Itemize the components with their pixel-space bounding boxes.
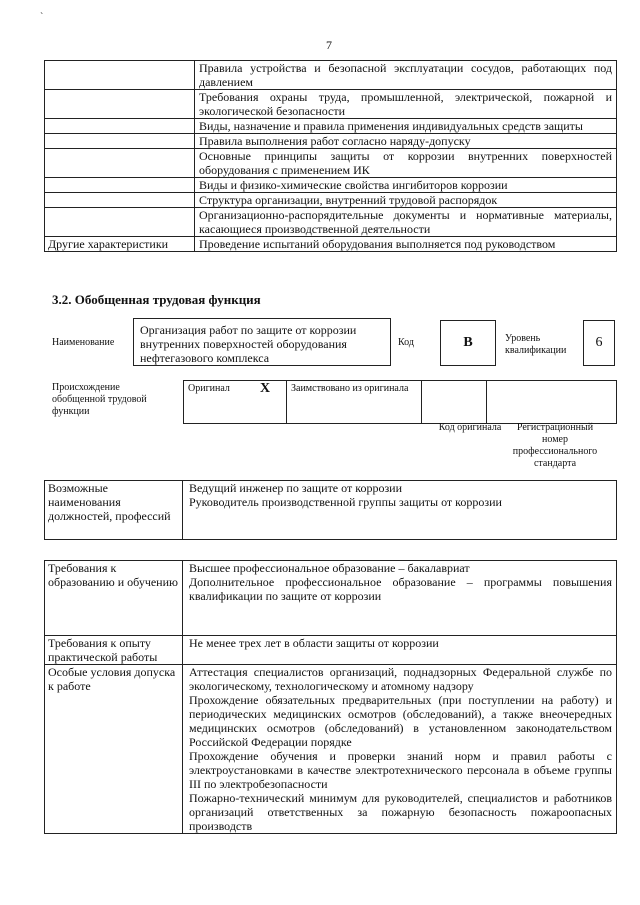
table-row — [45, 149, 617, 178]
row-text: Основные принципы защиты от коррозии внутренних поверхностей оборудования с применением ИК — [195, 149, 617, 178]
requirement-item: Пожарно-технический минимум для руководителей, специалистов и работников организаций ответственных за пожарную безопасность пожароопасных производств — [189, 791, 612, 833]
table-row — [45, 61, 617, 90]
knowledge-table — [44, 60, 617, 252]
function-name-box: Организация работ по защите от коррозии внутренних поверхностей оборудования нефтегазового комплекса — [133, 318, 391, 366]
code-caption: Код оригинала — [438, 422, 502, 433]
function-code-box: В — [440, 320, 496, 366]
original-code-cell — [422, 381, 487, 424]
table-row — [45, 561, 617, 636]
section-title: 3.2. Обобщенная трудовая функция — [52, 292, 261, 307]
row-label — [45, 61, 195, 90]
requirement-item: Прохождение обязательных предварительных (при поступлении на работу) и периодических медицинских осмотров (обследований), а также внеочередных медицинских осмотров (обследований) в установленном законодательством Российской Федерации порядке — [189, 693, 612, 749]
original-label: Оригинал — [184, 381, 245, 424]
requirement-item: Прохождение обучения и проверки знаний норм и правил работы с электроустановками в качестве электротехнического персонала в объеме группы III по электробезопасности — [189, 749, 612, 791]
borrowed-label: Заимствовано из оригинала — [287, 381, 422, 424]
name-label: Наименование — [52, 337, 115, 348]
row-text: Виды и физико-химические свойства ингибиторов коррозии — [195, 178, 617, 193]
row-label — [45, 149, 195, 178]
level-label: Уровень квалификации — [505, 333, 567, 356]
row-text: Проведение испытаний оборудования выполняется под руководством — [195, 237, 617, 252]
code-label: Код — [398, 337, 414, 348]
origin-row — [184, 381, 617, 424]
row-label — [45, 193, 195, 208]
position-item: Ведущий инженер по защите от коррозии — [189, 481, 403, 495]
experience-value — [183, 636, 617, 665]
reg-caption: Регистрационный номер профессионального стандарта — [512, 422, 598, 469]
row-label — [45, 208, 195, 237]
origin-label: Происхождение обобщенной трудовой функции — [52, 382, 147, 417]
table-row — [45, 665, 617, 834]
requirement-item: Не менее трех лет в области защиты от коррозии — [189, 636, 439, 650]
table-row — [45, 119, 617, 134]
table-row — [45, 178, 617, 193]
row-text: Правила выполнения работ согласно наряду-допуску — [195, 134, 617, 149]
education-value — [183, 561, 617, 636]
row-text: Виды, назначение и правила применения индивидуальных средств защиты — [195, 119, 617, 134]
admission-label: Особые условия допуска к работе — [45, 665, 183, 834]
row-text: Правила устройства и безопасной эксплуатации сосудов, работающих под давлением — [195, 61, 617, 90]
requirement-item: Дополнительное профессиональное образование – программы повышения квалификации по защите от коррозии — [189, 575, 612, 603]
experience-label: Требования к опыту практической работы — [45, 636, 183, 665]
original-mark: X — [244, 381, 287, 424]
positions-table — [44, 480, 617, 540]
position-item: Руководитель производственной группы защиты от коррозии — [189, 495, 502, 509]
positions-label: Возможные наименования должностей, профессий — [45, 481, 183, 540]
row-text: Организационно-распорядительные документы и нормативные материалы, касающиеся производственной деятельности — [195, 208, 617, 237]
table-row — [45, 193, 617, 208]
row-text: Требования охраны труда, промышленной, электрической, пожарной и экологической безопасности — [195, 90, 617, 119]
table-row — [45, 134, 617, 149]
row-text: Структура организации, внутренний трудовой распорядок — [195, 193, 617, 208]
table-row — [45, 636, 617, 665]
row-label — [45, 134, 195, 149]
requirement-item: Аттестация специалистов организаций, поднадзорных Федеральной службе по экологическому, технологическому и атомному надзору — [189, 665, 612, 693]
positions-list — [183, 481, 617, 540]
education-label: Требования к образованию и обучению — [45, 561, 183, 636]
requirement-item: Высшее профессиональное образование – бакалавриат — [189, 561, 470, 575]
admission-value — [183, 665, 617, 834]
row-label — [45, 119, 195, 134]
scan-mark: ` — [40, 12, 44, 23]
level-box: 6 — [583, 320, 615, 366]
requirements-table — [44, 560, 617, 834]
row-label: Другие характеристики — [45, 237, 195, 252]
row-label — [45, 178, 195, 193]
origin-table — [183, 380, 617, 424]
table-row — [45, 237, 617, 252]
page-number: 7 — [326, 38, 332, 52]
table-row — [45, 481, 617, 540]
reg-number-cell — [487, 381, 617, 424]
row-label — [45, 90, 195, 119]
table-row — [45, 208, 617, 237]
table-row — [45, 90, 617, 119]
